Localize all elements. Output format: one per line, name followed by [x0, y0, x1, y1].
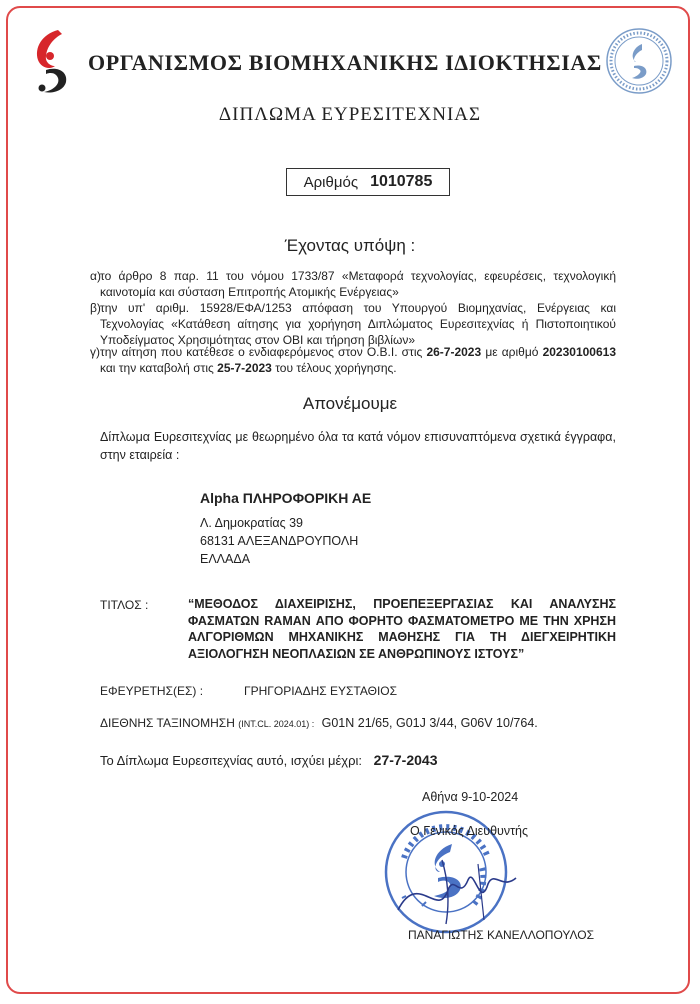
organization-name: ΟΡΓΑΝΙΣΜΟΣ ΒΙΟΜΗΧΑΝΙΚΗΣ ΙΔΙΟΚΤΗΣΙΑΣ: [88, 50, 602, 75]
signature-icon: [388, 850, 528, 930]
filing-date: 26-7-2023: [426, 345, 482, 359]
clause-a-mark: α): [90, 269, 101, 283]
number-label: Αριθμός: [303, 173, 359, 191]
validity-date: 27-7-2043: [373, 752, 438, 768]
clause-c-text-1: την αίτηση που κατέθεσε ο ενδιαφερόμενος στον Ο.Β.Ι. στις: [100, 345, 423, 359]
clause-b: [90, 300, 616, 348]
application-number: 20230100613: [542, 345, 616, 359]
company-street: Λ. Δημοκρατίας 39: [200, 516, 303, 530]
document-title: ΔΙΠΛΩΜΑ ΕΥΡΕΣΙΤΕΧΝΙΑΣ: [218, 104, 482, 125]
inventor-label: ΕΦΕΥΡΕΤΗΣ(ΕΣ) :: [100, 684, 204, 698]
grant-heading: Απονέμουμε: [302, 394, 398, 413]
patent-number-box: [286, 168, 450, 196]
classification: [100, 716, 538, 730]
patent-title: “ΜΕΘΟΔΟΣ ΔΙΑΧΕΙΡΙΣΗΣ, ΠΡΟΕΠΕΞΕΡΓΑΣΙΑΣ ΚΑΙ ΑΝΑΛΥΣΗΣ ΦΑΣΜΑΤΩΝ RAMAN ΑΠΟ ΦΟΡΗΤΟ ΦΑΣΜΑΤΟΜΕΤΡΟ ΜΕ ΤΗΝ ΧΡΗΣΗ ΑΛΓΟΡΙΘΜΩΝ ΜΗΧΑΝΙΚΗΣ ΜΑΘΗΣΗΣ ΓΙΑ ΤΗ ΔΙΕΓΧΕΙΡΗΤΙΚΗ ΑΞΙΟΛΟΓΗΣΗ ΝΕΟΠΛΑΣΙΩΝ ΣΕ ΑΝΘΡΩΠΙΝΟΥΣ ΙΣΤΟΥΣ”: [188, 597, 616, 661]
seal-icon: [604, 26, 674, 96]
signatory-role: Ο Γενικός Διευθυντής: [410, 824, 529, 838]
clause-c-text-4: του τέλους χορήγησης.: [275, 361, 397, 375]
company-country: ΕΛΛΑΔΑ: [200, 552, 251, 566]
patent-number: 1010785: [370, 173, 433, 190]
clause-c-text-3: και την καταβολή στις: [100, 361, 214, 375]
grant-text: Δίπλωμα Ευρεσιτεχνίας με θεωρημένο όλα τα κατά νόμον επισυναπτόμενα σχετικά έγγραφα, στην εταιρεία :: [100, 430, 616, 462]
clause-b-text: την υπ' αριθμ. 15928/ΕΦΑ/1253 απόφαση του Υπουργού Βιομηχανίας, Ενέργειας και Τεχνολογίας «Κατάθεση αίτησης για χορήγηση Διπλώματος Ευρεσιτεχνίας ή Πιστοποιητικού Υποδείγματος Χρησιμότητας στον ΟΒΙ και τήρηση βιβλίων»: [100, 301, 616, 347]
company-name: Alpha ΠΛΗΡΟΦΟΡΙΚΗ ΑΕ: [200, 490, 372, 506]
payment-date: 25-7-2023: [217, 361, 272, 375]
classification-note: (INT.CL. 2024.01) :: [238, 719, 315, 729]
title-label: ΤΙΤΛΟΣ :: [100, 598, 149, 612]
clause-a: [90, 268, 616, 300]
clause-c-text-2: με αριθμό: [485, 345, 539, 359]
classification-codes: G01N 21/65, G01J 3/44, G06V 10/764.: [321, 716, 538, 730]
validity-label: Το Δίπλωμα Ευρεσιτεχνίας αυτό, ισχύει μέχρι:: [100, 753, 363, 768]
considering-heading: Έχοντας υπόψη :: [284, 236, 416, 255]
place-date: Αθήνα 9-10-2024: [422, 790, 519, 804]
clause-a-text: το άρθρο 8 παρ. 11 του νόμου 1733/87 «Μεταφορά τεχνολογίας, εφευρέσεις, τεχνολογική καινοτομία και σύσταση Επιτροπής Ατομικής Ενέργειας»: [100, 269, 616, 299]
clause-c-mark: γ): [90, 345, 100, 359]
validity: [100, 752, 437, 768]
company-city: 68131 ΑΛΕΞΑΝΔΡΟΥΠΟΛΗ: [200, 534, 359, 548]
inventor-name: ΓΡΗΓΟΡΙΑΔΗΣ ΕΥΣΤΑΘΙΟΣ: [244, 684, 398, 698]
signatory-name: ΠΑΝΑΓΙΩΤΗΣ ΚΑΝΕΛΛΟΠΟΥΛΟΣ: [408, 928, 595, 942]
classification-label: ΔΙΕΘΝΗΣ ΤΑΞΙΝΟΜΗΣΗ: [100, 716, 235, 730]
clause-c: [90, 344, 616, 376]
obi-logo-icon: [28, 26, 76, 98]
clause-b-mark: β): [90, 301, 101, 315]
